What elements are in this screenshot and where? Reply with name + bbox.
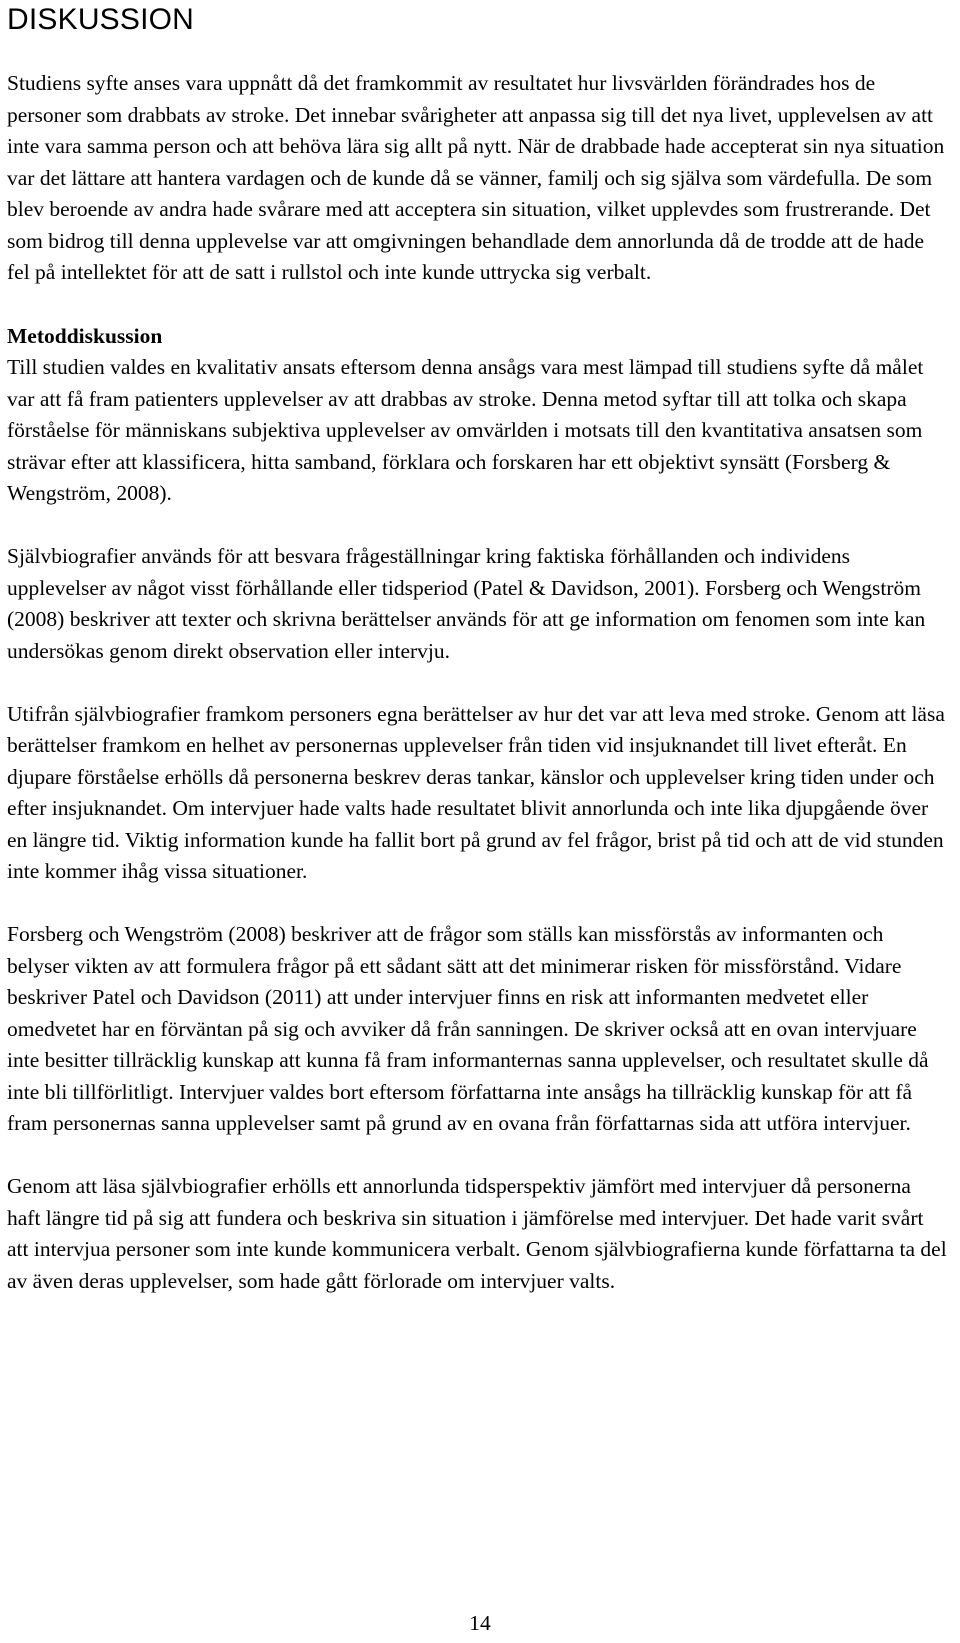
document-page: [7, 0, 947, 1297]
method-paragraph-3: Utifrån självbiografier framkom personers egna berättelser av hur det var att leva med stroke. Genom att läsa berättelser framkom en helhet av personernas upplevelser från tiden vid insjuknandet till livet efteråt. En djupare förståelse erhölls då personerna beskrev deras tankar, känslor och upplevelser kring tiden under och efter insjuknandet. Om intervjuer hade valts hade resultatet blivit annorlunda och inte lika djupgående över en längre tid. Viktig information kunde ha fallit bort på grund av fel frågor, brist på tid och att de vid stunden inte kommer ihåg vissa situationer.: [7, 701, 945, 883]
method-paragraph-1: Till studien valdes en kvalitativ ansats eftersom denna ansågs vara mest lämpad till studiens syfte då målet var att få fram patienters upplevelser av att drabbas av stroke. Denna metod syftar till att tolka och skapa förståelse för människans subjektiva upplevelser av omvärlden i motsats till den kvantitativa ansatsen som strävar efter att klassificera, hitta samband, förklara och forskaren har ett objektivt synsätt (Forsberg & Wengström, 2008).: [7, 355, 924, 505]
method-paragraph-4: Forsberg och Wengström (2008) beskriver att de frågor som ställs kan missförstås av informanten och belyser vikten av att formulera frågor på ett sådant sätt att det minimerar risken för missförstånd. Vidare beskriver Patel och Davidson (2011) att under intervjuer finns en risk att informanten medvetet eller omedvetet har en förväntan på sig och avviker då från sanningen. De skriver också att en ovan intervjuare inte besitter tillräcklig kunskap att kunna få fram informanternas sanna upplevelser, och resultatet skulle då inte bli tillförlitligt. Intervjuer valdes bort eftersom författarna inte ansågs ha tillräcklig kunskap för att få fram personernas sanna upplevelser samt på grund av en ovana från författarnas sida att utföra intervjuer.: [7, 922, 929, 1135]
section-heading: DISKUSSION: [7, 3, 195, 36]
method-discussion-subheading: Metoddiskussion: [7, 323, 163, 348]
intro-paragraph: Studiens syfte anses vara uppnått då det framkommit av resultatet hur livsvärlden förändrades hos de personer som drabbats av stroke. Det innebar svårigheter att anpassa sig till det nya livet, upplevelsen av att inte vara samma person och att behöva lära sig allt på nytt. När de drabbade hade accepterat sin nya situation var det lättare att hantera vardagen och de kunde då se vänner, familj och sig själva som värdefulla. De som blev beroende av andra hade svårare med att acceptera sin situation, vilket upplevdes som frustrerande. Det som bidrog till denna upplevelse var att omgivningen behandlade dem annorlunda då de trodde att de hade fel på intellektet för att de satt i rullstol och inte kunde uttrycka sig verbalt.: [7, 71, 945, 284]
page-number: 14: [469, 1611, 491, 1635]
method-paragraph-2: Självbiografier används för att besvara frågeställningar kring faktiska förhållanden och individens upplevelser av något visst förhållande eller tidsperiod (Patel & Davidson, 2001). Forsberg och Wengström (2008) beskriver att texter och skrivna berättelser används för att ge information om fenomen som inte kan undersökas genom direkt observation eller intervju.: [7, 544, 926, 663]
method-paragraph-5: Genom att läsa självbiografier erhölls ett annorlunda tidsperspektiv jämfört med intervjuer då personerna haft längre tid på sig att fundera och beskriva sin situation i jämförelse med intervjuer. Det hade varit svårt att intervjua personer som inte kunde kommunicera verbalt. Genom självbiografierna kunde författarna ta del av även deras upplevelser, som hade gått förlorade om intervjuer valts.: [7, 1174, 947, 1293]
